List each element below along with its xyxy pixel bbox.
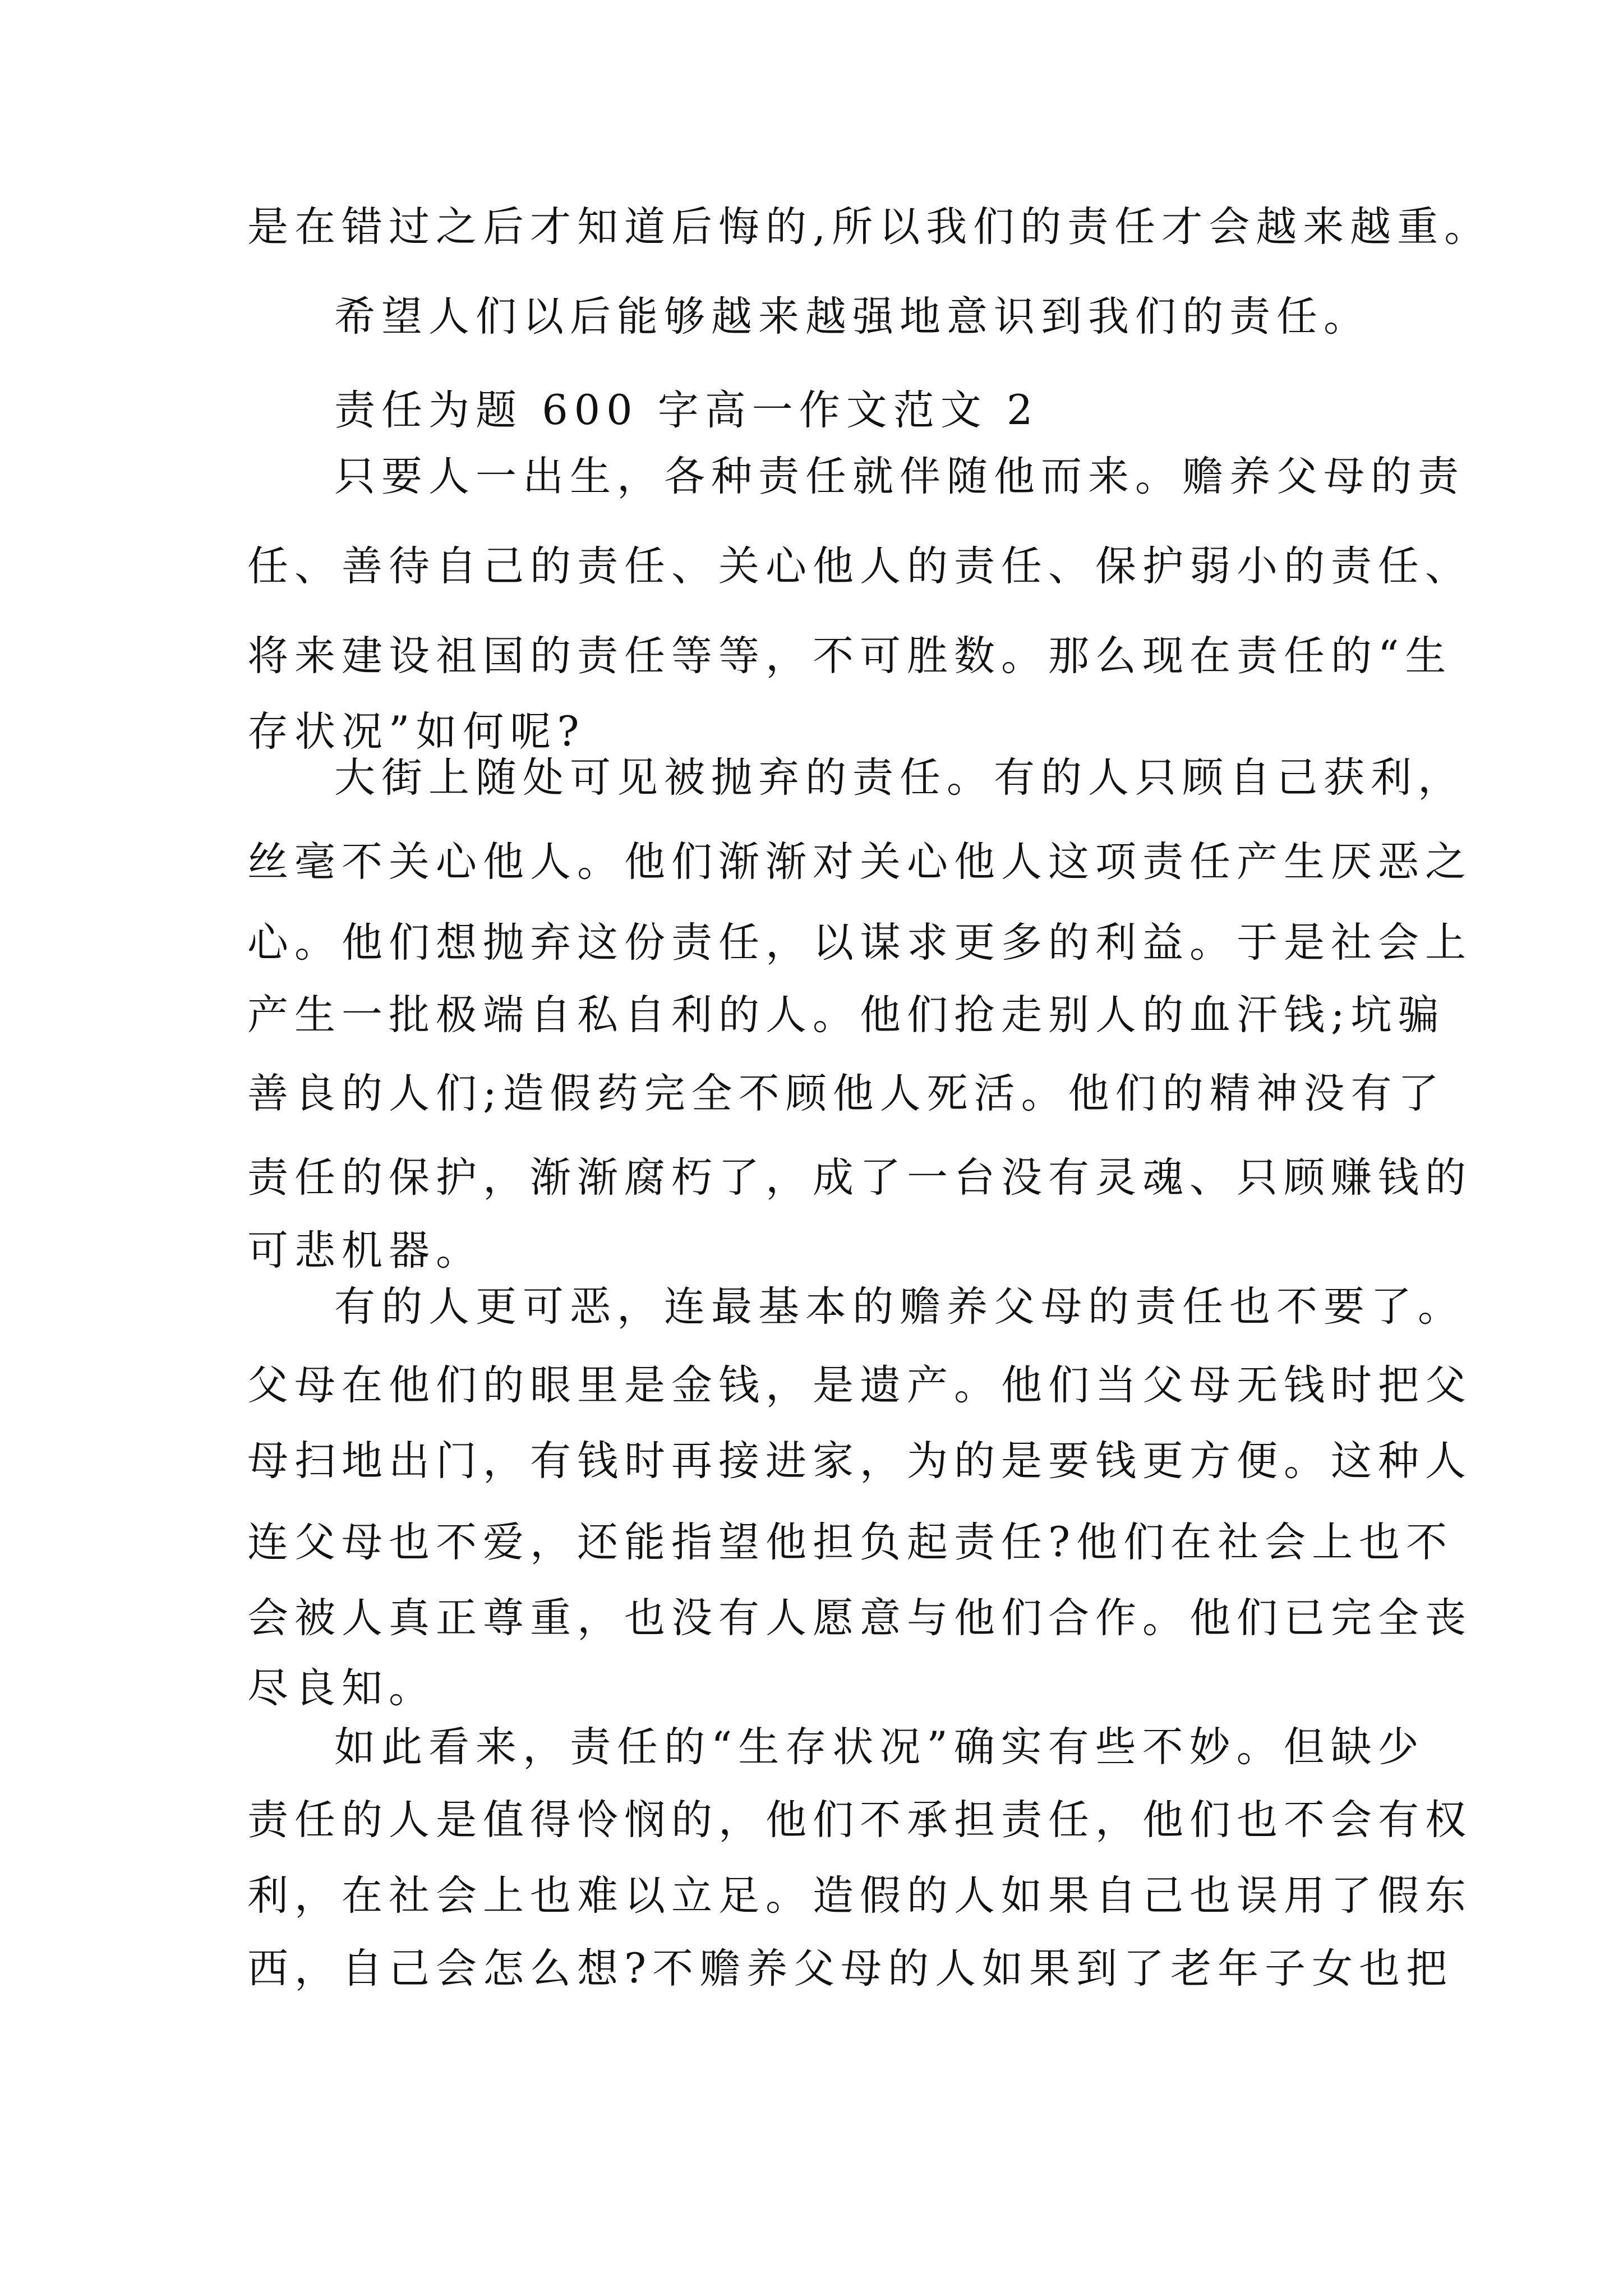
- text-line: 只要人一出生，各种责任就伴随他而来。赡养父母的责: [334, 453, 1465, 500]
- text-line: 善良的人们;造假药完全不顾他人死活。他们的精神没有了: [247, 1070, 1445, 1117]
- text-line: 将来建设祖国的责任等等，不可胜数。那么现在责任的“生: [247, 632, 1453, 680]
- text-line: 责任的人是值得怜悯的，他们不承担责任，他们也不会有权: [247, 1796, 1472, 1844]
- text-line: 如此看来，责任的“生存状况”确实有些不妙。但缺少: [334, 1723, 1425, 1771]
- text-line: 利，在社会上也难以立足。造假的人如果自己也误用了假东: [247, 1872, 1472, 1920]
- section-title: 责任为题 600 字高一作文范文 2: [334, 386, 1039, 434]
- text-line: 产生一批极端自私自利的人。他们抢走别人的血汗钱;坑骗: [247, 991, 1445, 1039]
- text-line: 连父母也不爱，还能指望他担负起责任?他们在社会上也不: [247, 1519, 1454, 1566]
- text-line: 父母在他们的眼里是金钱，是遗产。他们当父母无钱时把父: [247, 1361, 1472, 1409]
- text-line: 西，自己会怎么想?不赡养父母的人如果到了老年子女也把: [247, 1945, 1454, 1993]
- text-line: 可悲机器。: [247, 1227, 483, 1274]
- text-line: 会被人真正尊重，也没有人愿意与他们合作。他们已完全丧: [247, 1594, 1472, 1642]
- text-line: 心。他们想抛弃这份责任，以谋求更多的利益。于是社会上: [247, 919, 1472, 967]
- text-line: 大街上随处可见被抛弃的责任。有的人只顾自己获利，: [334, 754, 1465, 802]
- text-line: 尽良知。: [247, 1664, 436, 1712]
- text-line: 是在错过之后才知道后悔的,所以我们的责任才会越来越重。: [247, 203, 1492, 251]
- text-line: 存状况”如何呢?: [247, 708, 585, 756]
- text-line: 丝毫不关心他人。他们渐渐对关心他人这项责任产生厌恶之: [247, 838, 1472, 886]
- text-line: 母扫地出门，有钱时再接进家，为的是要钱更方便。这种人: [247, 1437, 1472, 1485]
- text-line: 希望人们以后能够越来越强地意识到我们的责任。: [334, 293, 1371, 341]
- text-line: 责任的保护，渐渐腐朽了，成了一台没有灵魂、只顾赚钱的: [247, 1154, 1472, 1202]
- text-line: 任、善待自己的责任、关心他人的责任、保护弱小的责任、: [247, 542, 1472, 590]
- text-line: 有的人更可恶，连最基本的赡养父母的责任也不要了。: [334, 1283, 1465, 1331]
